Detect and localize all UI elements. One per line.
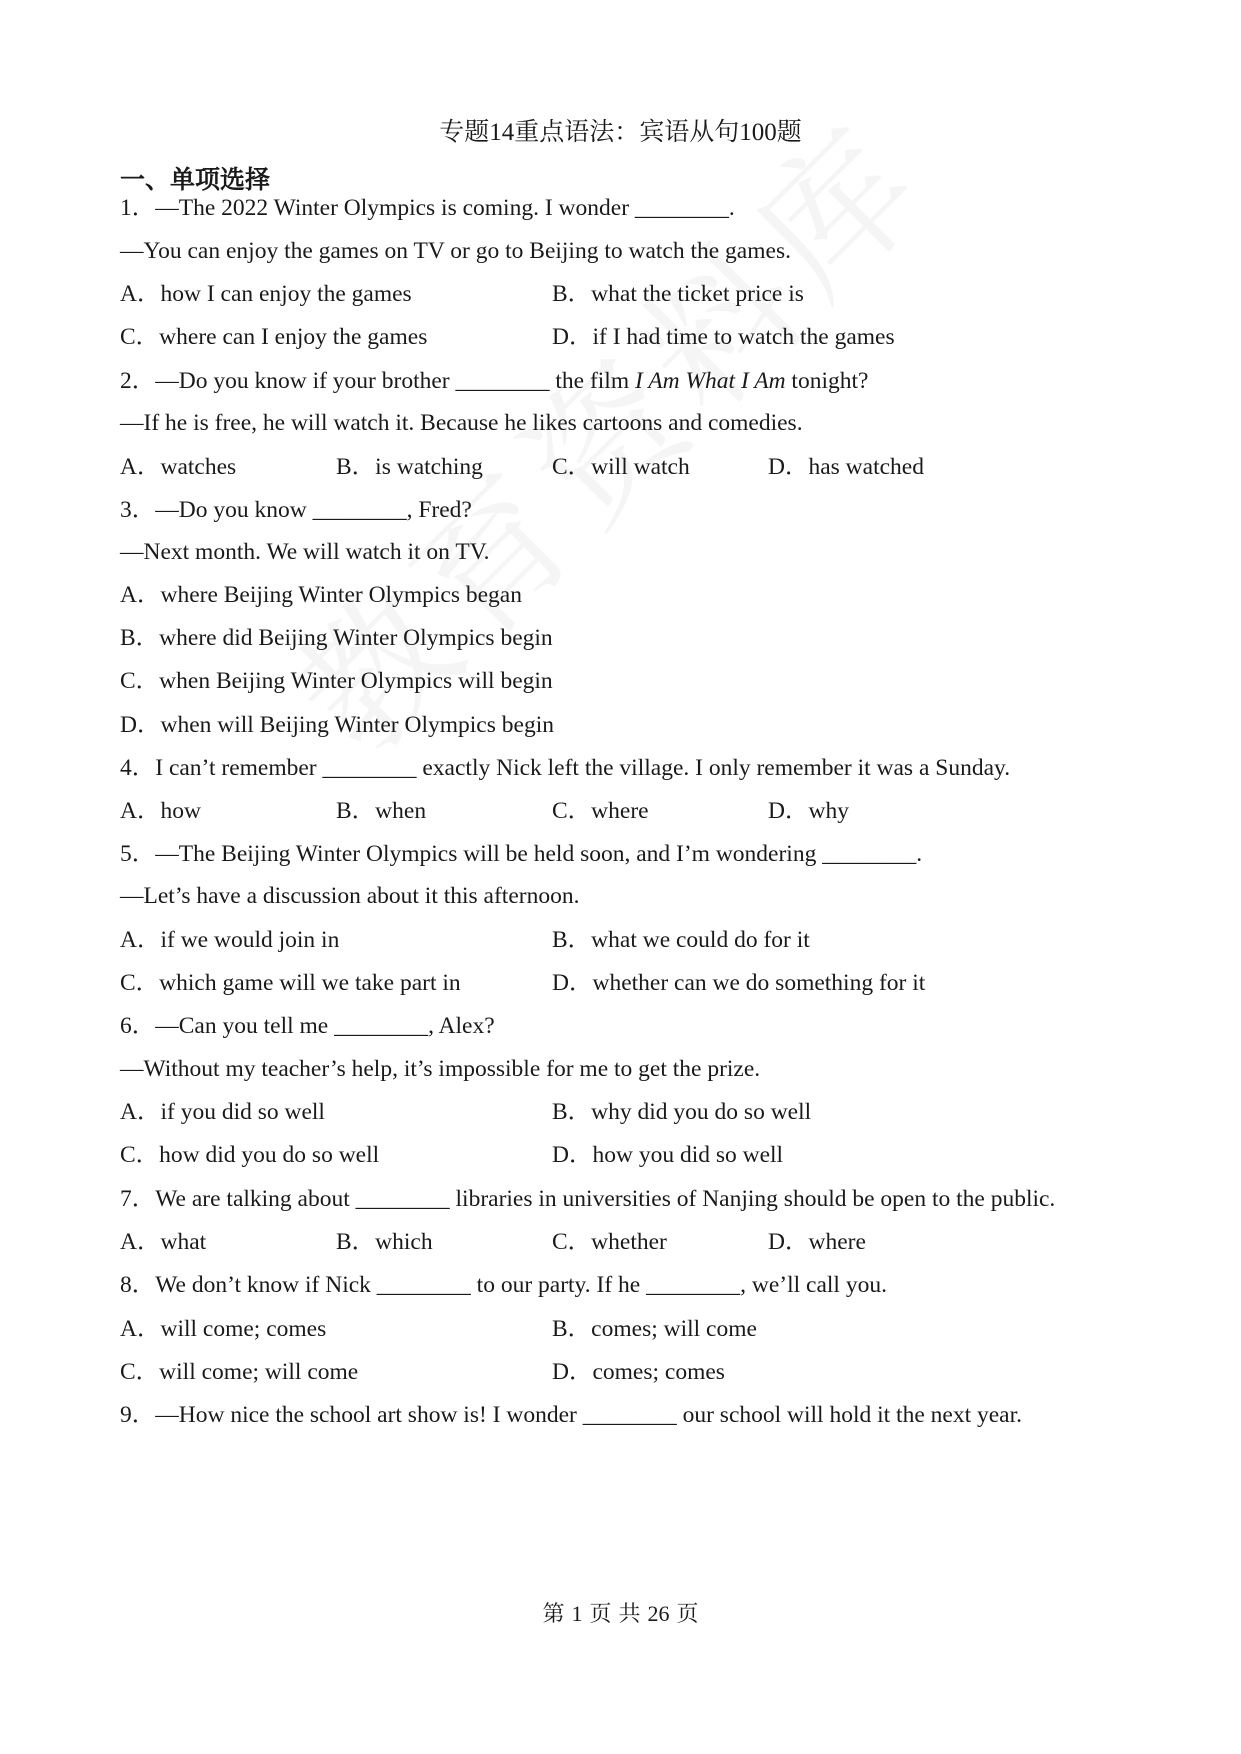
question-2-stem bbox=[120, 367, 868, 395]
section-heading: 一、单项选择 bbox=[120, 167, 271, 194]
question-6-option-d: D．how you did so well bbox=[552, 1142, 784, 1168]
footer-suffix: 页 bbox=[676, 1602, 699, 1627]
question-3-option-b: B．where did Beijing Winter Olympics begin bbox=[120, 625, 553, 651]
question-6-option-c: C．how did you do so well bbox=[120, 1142, 380, 1168]
question-5-option-a: A．if we would join in bbox=[120, 927, 340, 953]
question-7-option-d: D．where bbox=[768, 1229, 866, 1255]
question-3-option-c: C．when Beijing Winter Olympics will begin bbox=[120, 668, 553, 694]
question-1-option-c: C．where can I enjoy the games bbox=[120, 324, 428, 350]
question-4-stem: 4．I can’t remember ________ exactly Nick left the village. I only remember it was a Sunday. bbox=[120, 755, 1011, 781]
question-1-response: —You can enjoy the games on TV or go to Beijing to watch the games. bbox=[120, 238, 791, 264]
footer-page-number: 1 bbox=[571, 1601, 583, 1626]
question-4-option-d: D．why bbox=[768, 798, 849, 824]
footer-prefix: 第 bbox=[542, 1602, 565, 1627]
question-1-stem: 1．—The 2022 Winter Olympics is coming. I wonder ________. bbox=[120, 195, 735, 221]
question-6-stem: 6．—Can you tell me ________, Alex? bbox=[120, 1013, 495, 1039]
question-1-option-d: D．if I had time to watch the games bbox=[552, 324, 895, 350]
question-6-response: —Without my teacher’s help, it’s impossible for me to get the prize. bbox=[120, 1056, 761, 1082]
page-title: 专题14重点语法：宾语从句100题 bbox=[439, 119, 802, 146]
question-5-option-b: B．what we could do for it bbox=[552, 927, 810, 953]
question-1-option-b: B．what the ticket price is bbox=[552, 281, 804, 307]
question-8-option-b: B．comes; will come bbox=[552, 1316, 757, 1342]
question-4-option-b: B．when bbox=[336, 798, 427, 824]
question-2-option-c: C．will watch bbox=[552, 454, 690, 480]
question-2-option-b: B．is watching bbox=[336, 454, 483, 480]
question-2-film-title: I Am What I Am bbox=[634, 368, 786, 394]
question-7-option-b: B．which bbox=[336, 1229, 433, 1255]
question-3-option-d: D．when will Beijing Winter Olympics begin bbox=[120, 712, 554, 738]
question-6-option-b: B．why did you do so well bbox=[552, 1099, 812, 1125]
question-8-stem: 8．We don’t know if Nick ________ to our party. If he ________, we’ll call you. bbox=[120, 1272, 887, 1298]
question-3-option-a: A．where Beijing Winter Olympics began bbox=[120, 582, 522, 608]
question-5-option-d: D．whether can we do something for it bbox=[552, 970, 926, 996]
page-footer bbox=[0, 1600, 1241, 1629]
question-7-option-a: A．what bbox=[120, 1229, 207, 1255]
footer-total-pages: 26 bbox=[647, 1601, 670, 1626]
question-6-option-a: A．if you did so well bbox=[120, 1099, 325, 1125]
question-4-option-c: C．where bbox=[552, 798, 649, 824]
question-9-stem: 9．—How nice the school art show is! I wonder ________ our school will hold it the next year. bbox=[120, 1402, 1022, 1428]
question-7-stem: 7．We are talking about ________ libraries in universities of Nanjing should be open to the public. bbox=[120, 1186, 1056, 1212]
question-5-response: —Let’s have a discussion about it this afternoon. bbox=[120, 883, 580, 909]
question-4-option-a: A．how bbox=[120, 798, 201, 824]
question-8-option-d: D．comes; comes bbox=[552, 1359, 725, 1385]
question-2-stem-before: 2．—Do you know if your brother ________ the film bbox=[120, 368, 635, 394]
question-1-option-a: A．how I can enjoy the games bbox=[120, 281, 412, 307]
question-8-option-c: C．will come; will come bbox=[120, 1359, 359, 1385]
question-5-stem: 5．—The Beijing Winter Olympics will be held soon, and I’m wondering ________. bbox=[120, 841, 923, 867]
footer-middle: 页 共 bbox=[589, 1602, 641, 1627]
question-2-response: —If he is free, he will watch it. Because he likes cartoons and comedies. bbox=[120, 410, 803, 436]
question-5-option-c: C．which game will we take part in bbox=[120, 970, 461, 996]
question-8-option-a: A．will come; comes bbox=[120, 1316, 327, 1342]
question-2-option-d: D．has watched bbox=[768, 454, 924, 480]
question-3-response: —Next month. We will watch it on TV. bbox=[120, 539, 490, 565]
question-7-option-c: C．whether bbox=[552, 1229, 667, 1255]
question-2-option-a: A．watches bbox=[120, 454, 237, 480]
question-3-stem: 3．—Do you know ________, Fred? bbox=[120, 497, 472, 523]
question-2-stem-after: tonight? bbox=[785, 368, 869, 394]
